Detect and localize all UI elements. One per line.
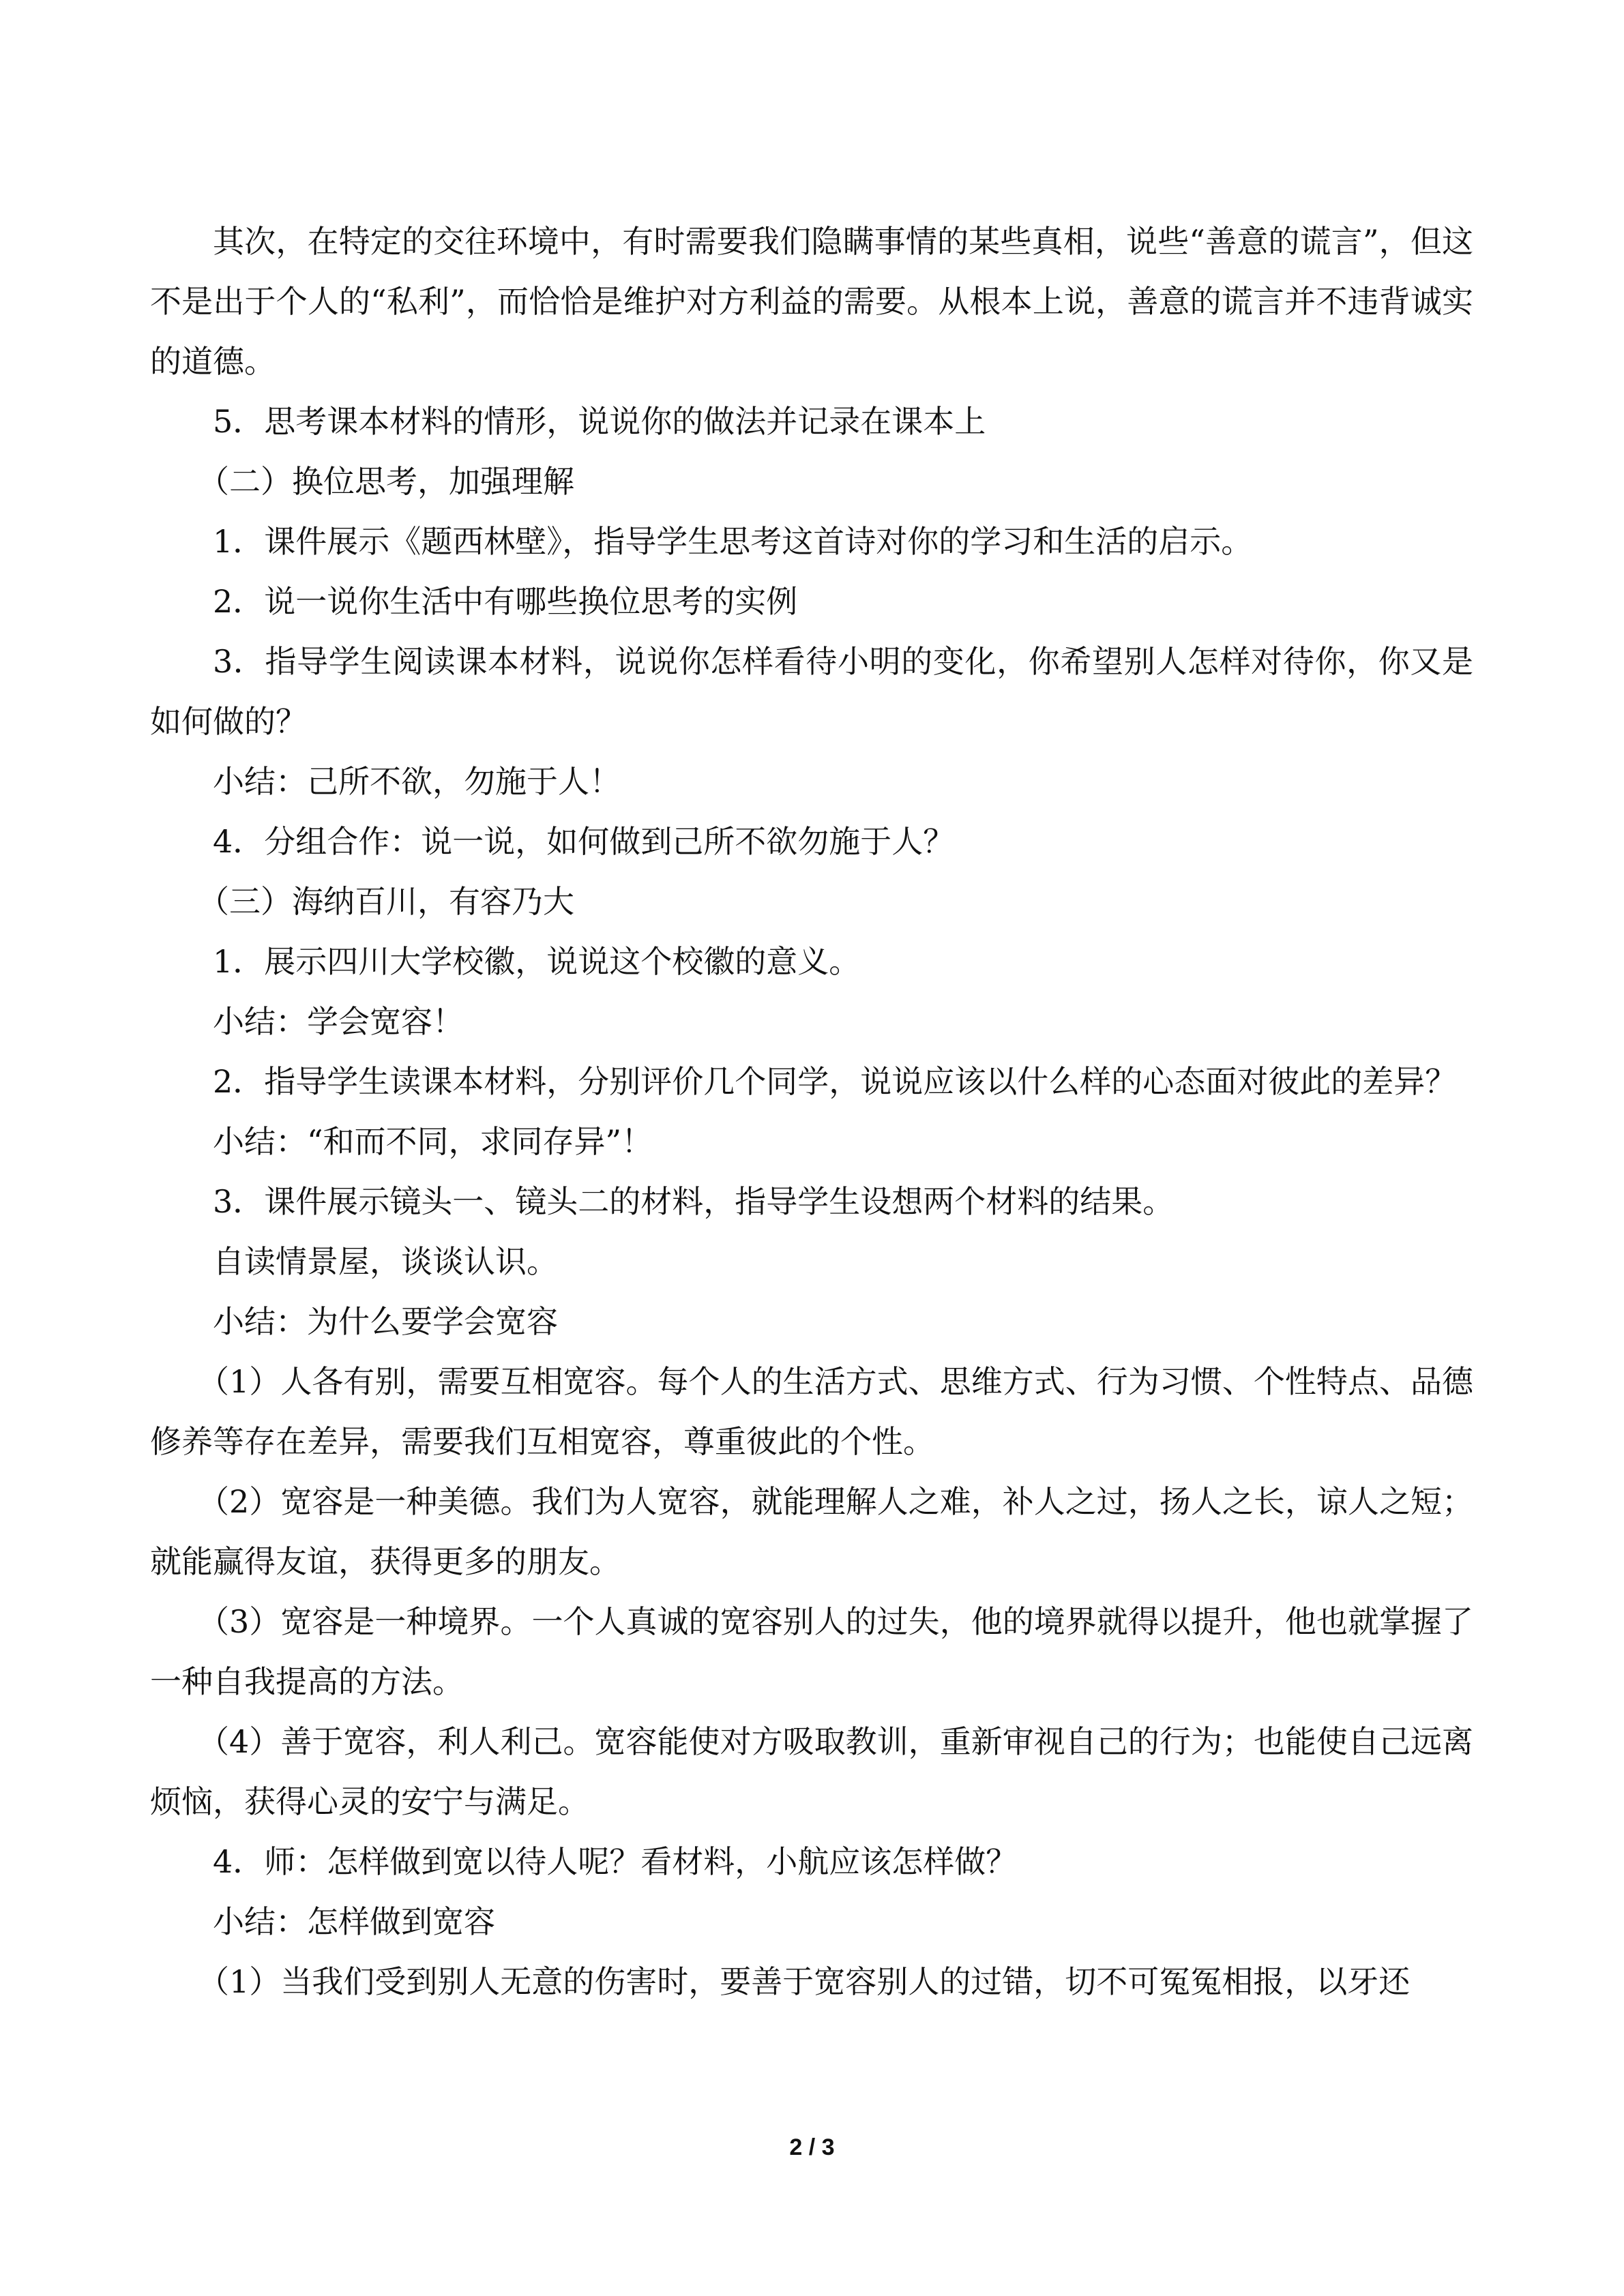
paragraph: 自读情景屋，谈谈认识。 [213,1243,558,1280]
paragraph: 2．说一说你生活中有哪些换位思考的实例 [213,583,798,620]
paragraph: 其次，在特定的交往环境中，有时需要我们隐瞒事情的某些真相，说些“善意的谎言”，但这不是出于个人的“私利”，而恰恰是维护对方利益的需要。从根本上说，善意的谎言并不违背诚实的道德。 [150,223,1473,380]
paragraph: 3．课件展示镜头一、镜头二的材料，指导学生设想两个材料的结果。 [213,1183,1175,1220]
paragraph: 1．展示四川大学校徽，说说这个校徽的意义。 [213,943,861,980]
paragraph: 小结：为什么要学会宽容 [213,1303,558,1340]
page-number: 2 / 3 [789,2134,835,2160]
paragraph: 小结：怎样做到宽容 [213,1903,495,1940]
list-item: （1）当我们受到别人无意的伤害时，要善于宽容别人的过错，切不可冤冤相报，以牙还 [198,1963,1411,2000]
section-heading: （三）海纳百川，有容乃大 [198,883,574,920]
paragraph: 4．师：怎样做到宽以待人呢？看材料，小航应该怎样做？ [213,1843,1018,1880]
paragraph: 2．指导学生读课本材料，分别评价几个同学，说说应该以什么样的心态面对彼此的差异？ [213,1063,1457,1100]
paragraph: 小结：学会宽容！ [213,1003,464,1040]
list-item: （3）宽容是一种境界。一个人真诚的宽容别人的过失，他的境界就得以提升，他也就掌握了一种自我提高的方法。 [150,1603,1473,1700]
list-item: （4）善于宽容，利人利己。宽容能使对方吸取教训，重新审视自己的行为；也能使自己远离烦恼，获得心灵的安宁与满足。 [150,1723,1473,1820]
section-heading: （二）换位思考，加强理解 [198,463,574,500]
paragraph: 5．思考课本材料的情形，说说你的做法并记录在课本上 [213,403,986,440]
paragraph: 1．课件展示《题西林壁》，指导学生思考这首诗对你的学习和生活的启示。 [213,523,1253,560]
document-body [150,211,1473,2012]
paragraph: 3．指导学生阅读课本材料，说说你怎样看待小明的变化，你希望别人怎样对待你，你又是如何做的？ [150,643,1473,740]
paragraph: 小结：己所不欲，勿施于人！ [213,763,621,800]
paragraph: 4．分组合作：说一说，如何做到己所不欲勿施于人？ [213,823,955,860]
list-item: （2）宽容是一种美德。我们为人宽容，就能理解人之难，补人之过，扬人之长，谅人之短；就能赢得友谊，获得更多的朋友。 [150,1483,1473,1580]
list-item: （1）人各有别，需要互相宽容。每个人的生活方式、思维方式、行为习惯、个性特点、品德修养等存在差异，需要我们互相宽容，尊重彼此的个性。 [150,1363,1473,1460]
paragraph: 小结：“和而不同，求同存异”！ [213,1123,653,1160]
